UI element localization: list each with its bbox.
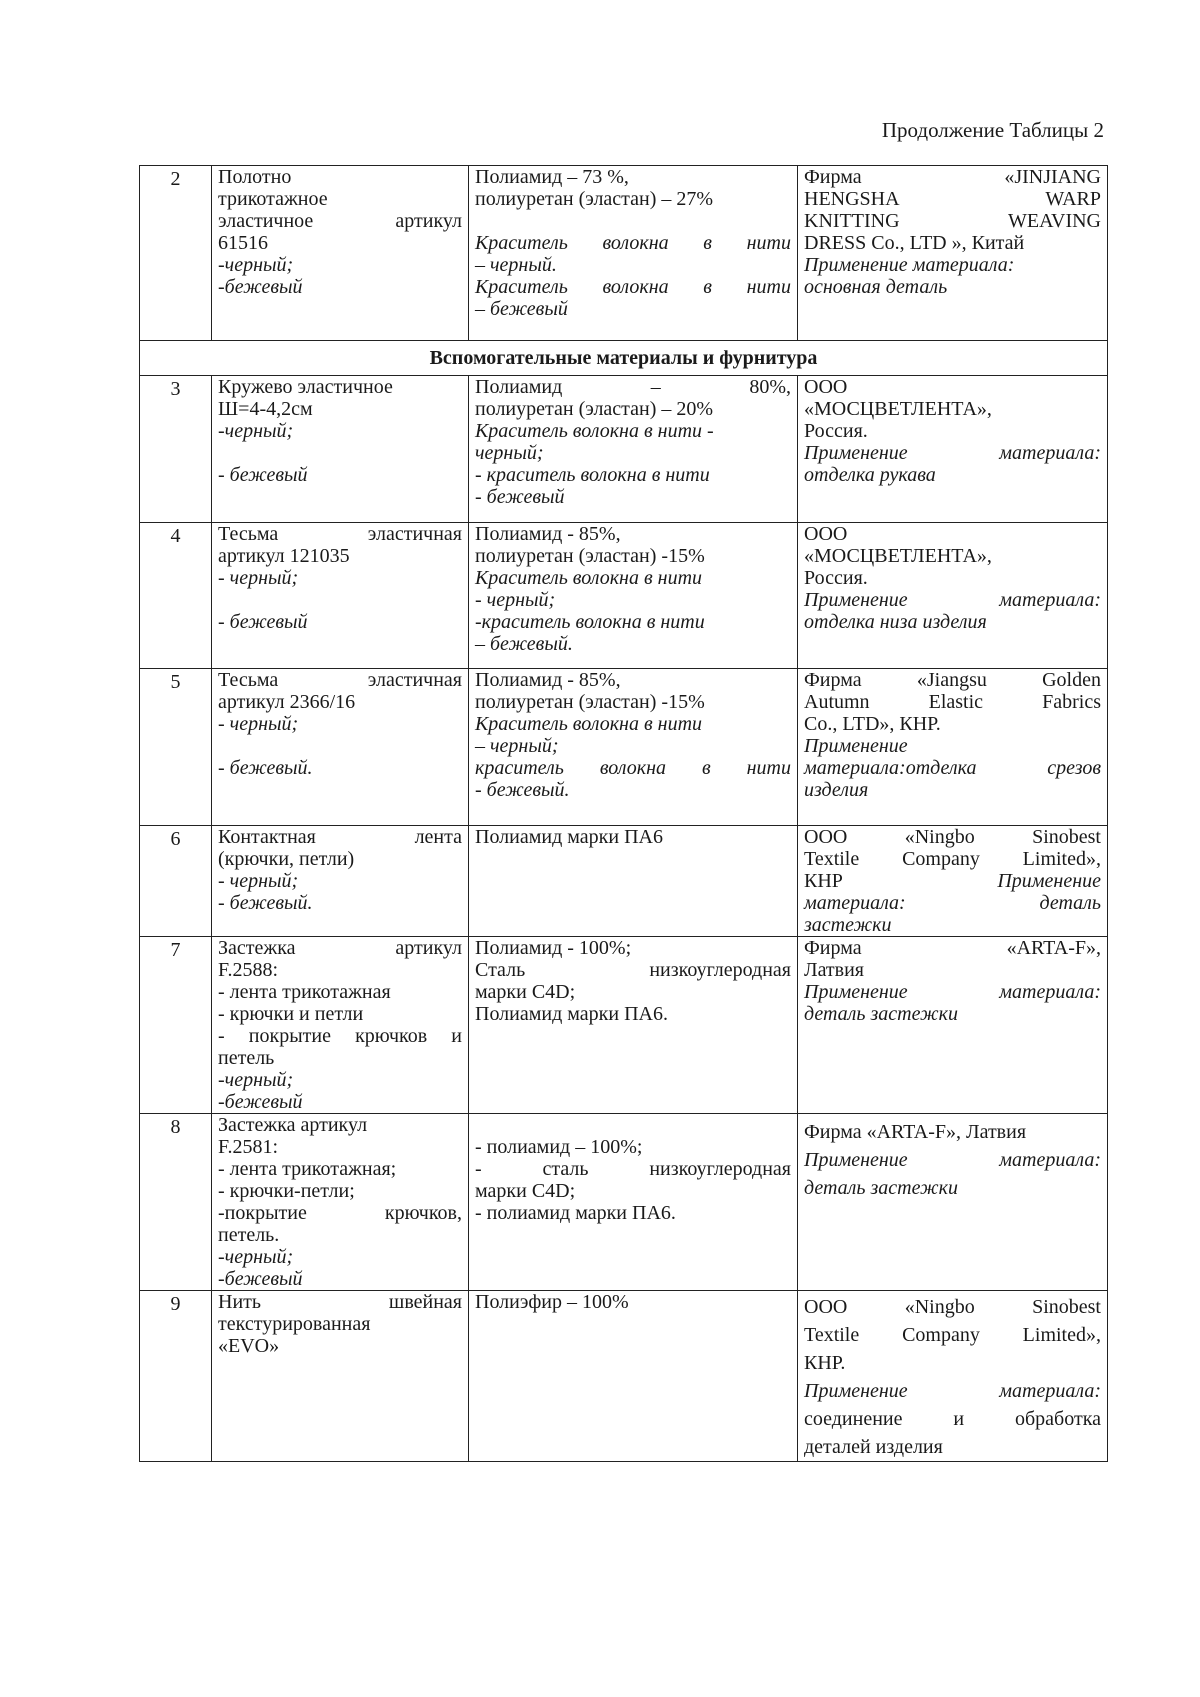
row-number: 6 <box>140 826 212 937</box>
row-number: 2 <box>140 166 212 341</box>
color-option: -черный; <box>218 254 294 276</box>
composition-line: полиуретан (эластан) -15% <box>475 545 705 567</box>
table-row <box>140 826 1108 937</box>
table-row <box>140 523 1108 669</box>
row-number: 7 <box>140 937 212 1114</box>
material-name-line: Нить швейная <box>218 1291 462 1313</box>
section-header: Вспомогательные материалы и фурнитура <box>140 341 1108 376</box>
color-option: - бежевый <box>218 611 308 633</box>
application-line: основная деталь <box>804 276 948 298</box>
composition-line: Полиамид – 73 %, <box>475 166 629 188</box>
supplier-line: КНР. <box>804 1352 846 1374</box>
application-line: Применение материала: <box>804 589 1101 611</box>
color-option: - бежевый <box>218 464 308 486</box>
dye-line: - черный; <box>475 589 556 611</box>
table-row <box>140 937 1108 1114</box>
table-row <box>140 376 1108 523</box>
material-name-line: Тесьма эластичная <box>218 523 462 545</box>
material-name-line: (крючки, петли) <box>218 848 355 870</box>
spacer <box>218 735 462 757</box>
supplier-application-line <box>804 870 1101 892</box>
material-name-cell <box>212 826 469 937</box>
composition-cell <box>469 826 798 937</box>
spacer <box>475 210 791 232</box>
material-name-line: F.2581: <box>218 1136 279 1158</box>
supplier-line: Co., LTD», КНР. <box>804 713 941 735</box>
supplier-line: DRESS Co., LTD », Китай <box>804 232 1025 254</box>
color-option: -черный; <box>218 420 294 442</box>
color-option: - черный; <box>218 870 299 892</box>
color-option: - бежевый. <box>218 757 313 779</box>
application-line: деталей изделия <box>804 1436 943 1458</box>
composition-line: марки C4D; <box>475 1180 576 1202</box>
material-name-line: Кружево эластичное <box>218 376 393 398</box>
composition-line: Сталь низкоуглеродная <box>475 959 791 981</box>
material-name-cell <box>212 937 469 1114</box>
composition-cell <box>469 376 798 523</box>
material-name-line: - крючки и петли <box>218 1003 364 1025</box>
supplier-line: Фирма «JINJIANG <box>804 166 1101 188</box>
dye-line: Краситель волокна в нити <box>475 276 791 298</box>
supplier-line: Фирма «ARTA-F», <box>804 937 1101 959</box>
dye-line: -краситель волокна в нити <box>475 611 705 633</box>
spacer <box>475 1114 791 1136</box>
composition-line: марки C4D; <box>475 981 576 1003</box>
table-caption: Продолжение Таблицы 2 <box>881 118 1104 142</box>
supplier-line: ООО «Ningbo Sinobest <box>804 826 1101 848</box>
material-name-line: Ш=4-4,2см <box>218 398 313 420</box>
material-name-line: трикотажное <box>218 188 328 210</box>
table-row <box>140 1291 1108 1462</box>
supplier-line: Textile Company Limited», <box>804 1324 1101 1346</box>
material-name-line: - лента трикотажная <box>218 981 391 1003</box>
material-name-cell <box>212 376 469 523</box>
row-number: 5 <box>140 669 212 826</box>
composition-line: - полиамид марки ПА6. <box>475 1202 676 1224</box>
table-row <box>140 1114 1108 1291</box>
material-name-line: Застежка артикул <box>218 937 462 959</box>
spacer <box>218 442 462 464</box>
supplier-cell <box>798 1291 1108 1462</box>
material-name-line: F.2588: <box>218 959 279 981</box>
materials-table <box>139 165 1108 1462</box>
application-line: застежки <box>804 914 892 936</box>
dye-line: Краситель волокна в нити <box>475 713 703 735</box>
material-name-cell <box>212 523 469 669</box>
composition-line: Полиэфир – 100% <box>475 1291 629 1313</box>
application-line: Применение материала: <box>804 254 1015 276</box>
dye-line: - краситель волокна в нити <box>475 464 710 486</box>
row-number: 8 <box>140 1114 212 1291</box>
material-name-line: Полотно <box>218 166 292 188</box>
color-option: -черный; <box>218 1069 294 1091</box>
supplier-line: Россия. <box>804 420 868 442</box>
material-name-cell <box>212 669 469 826</box>
composition-line: Полиамид – 80%, <box>475 376 791 398</box>
supplier-cell <box>798 376 1108 523</box>
supplier-cell <box>798 1114 1108 1291</box>
supplier-cell <box>798 523 1108 669</box>
composition-cell <box>469 166 798 341</box>
color-option: -бежевый <box>218 276 303 298</box>
material-name-cell <box>212 1291 469 1462</box>
application-line: Применение материала: <box>804 1380 1101 1402</box>
dye-line: – бежевый. <box>475 633 573 655</box>
table-row <box>140 166 1108 341</box>
supplier-line: Textile Company Limited», <box>804 848 1101 870</box>
composition-line: полиуретан (эластан) – 27% <box>475 188 714 210</box>
dye-line: – черный. <box>475 254 557 276</box>
supplier-cell <box>798 669 1108 826</box>
supplier-line: «МОСЦВЕТЛЕНТА», <box>804 398 992 420</box>
dye-line: Краситель волокна в нити - <box>475 420 714 442</box>
material-name-line: 61516 <box>218 232 268 254</box>
supplier-line: Autumn Elastic Fabrics <box>804 691 1101 713</box>
composition-cell <box>469 669 798 826</box>
application-line: материала: деталь <box>804 892 1101 914</box>
supplier-line: «МОСЦВЕТЛЕНТА», <box>804 545 992 567</box>
dye-line: - бежевый <box>475 486 565 508</box>
supplier-line: Латвия <box>804 959 865 981</box>
application-line: соединение и обработка <box>804 1408 1101 1430</box>
material-name-line: петель. <box>218 1224 280 1246</box>
supplier-line: KNITTING WEAVING <box>804 210 1101 232</box>
supplier-line: HENGSHA WARP <box>804 188 1101 210</box>
application-line: Применение <box>804 735 908 757</box>
application-line: деталь застежки <box>804 1177 958 1199</box>
material-name-line: - покрытие крючков и <box>218 1025 462 1047</box>
application-line: Применение материала: <box>804 981 1101 1003</box>
composition-line: Полиамид - 100%; <box>475 937 632 959</box>
composition-line: Полиамид - 85%, <box>475 669 621 691</box>
application-line: Применение <box>997 870 1101 892</box>
color-option: -бежевый <box>218 1091 303 1113</box>
material-name-line: Контактная лента <box>218 826 462 848</box>
row-number: 3 <box>140 376 212 523</box>
application-line: отделка рукава <box>804 464 936 486</box>
material-name-line: - лента трикотажная; <box>218 1158 397 1180</box>
material-name-line: петель <box>218 1047 275 1069</box>
application-line: изделия <box>804 779 869 801</box>
dye-line: - бежевый. <box>475 779 570 801</box>
color-option: - черный; <box>218 713 299 735</box>
color-option: -бежевый <box>218 1268 303 1290</box>
material-name-line: Тесьма эластичная <box>218 669 462 691</box>
row-number: 9 <box>140 1291 212 1462</box>
supplier-line: КНР <box>804 870 843 892</box>
color-option: - бежевый. <box>218 892 313 914</box>
material-name-cell <box>212 166 469 341</box>
composition-line: Полиамид - 85%, <box>475 523 621 545</box>
supplier-line: Фирма «ARTA-F», Латвия <box>804 1121 1027 1143</box>
section-row <box>140 341 1108 376</box>
supplier-cell <box>798 166 1108 341</box>
composition-line: Полиамид марки ПА6. <box>475 1003 668 1025</box>
dye-line: Краситель волокна в нити <box>475 232 791 254</box>
color-option: -черный; <box>218 1246 294 1268</box>
supplier-line: Россия. <box>804 567 868 589</box>
material-name-line: текстурированная <box>218 1313 371 1335</box>
supplier-line: Фирма «Jiangsu Golden <box>804 669 1101 691</box>
supplier-line: ООО <box>804 523 848 545</box>
composition-cell <box>469 1114 798 1291</box>
composition-cell <box>469 523 798 669</box>
row-number: 4 <box>140 523 212 669</box>
composition-line: - сталь низкоуглеродная <box>475 1158 791 1180</box>
material-name-line: артикул 2366/16 <box>218 691 356 713</box>
application-line: Применение материала: <box>804 442 1101 464</box>
dye-line: – черный; <box>475 735 559 757</box>
application-line: материала:отделка срезов <box>804 757 1101 779</box>
material-name-cell <box>212 1114 469 1291</box>
table-row <box>140 669 1108 826</box>
composition-line: - полиамид – 100%; <box>475 1136 643 1158</box>
supplier-line: ООО <box>804 376 848 398</box>
spacer <box>218 589 462 611</box>
material-name-line: Застежка артикул <box>218 1114 368 1136</box>
composition-cell <box>469 1291 798 1462</box>
supplier-line: ООО «Ningbo Sinobest <box>804 1296 1101 1318</box>
dye-line: черный; <box>475 442 544 464</box>
material-name-line: артикул 121035 <box>218 545 350 567</box>
application-line: деталь застежки <box>804 1003 958 1025</box>
dye-line: – бежевый <box>475 298 568 320</box>
dye-line: краситель волокна в нити <box>475 757 791 779</box>
dye-line: Краситель волокна в нити <box>475 567 703 589</box>
application-line: Применение материала: <box>804 1149 1101 1171</box>
composition-cell <box>469 937 798 1114</box>
composition-line: полиуретан (эластан) – 20% <box>475 398 714 420</box>
material-name-line: - крючки-петли; <box>218 1180 355 1202</box>
material-name-line: «EVO» <box>218 1335 280 1357</box>
composition-line: полиуретан (эластан) -15% <box>475 691 705 713</box>
color-option: - черный; <box>218 567 299 589</box>
application-line: отделка низа изделия <box>804 611 987 633</box>
composition-line: Полиамид марки ПА6 <box>475 826 663 848</box>
supplier-cell <box>798 937 1108 1114</box>
material-name-line: эластичное артикул <box>218 210 462 232</box>
supplier-cell <box>798 826 1108 937</box>
material-name-line: -покрытие крючков, <box>218 1202 462 1224</box>
